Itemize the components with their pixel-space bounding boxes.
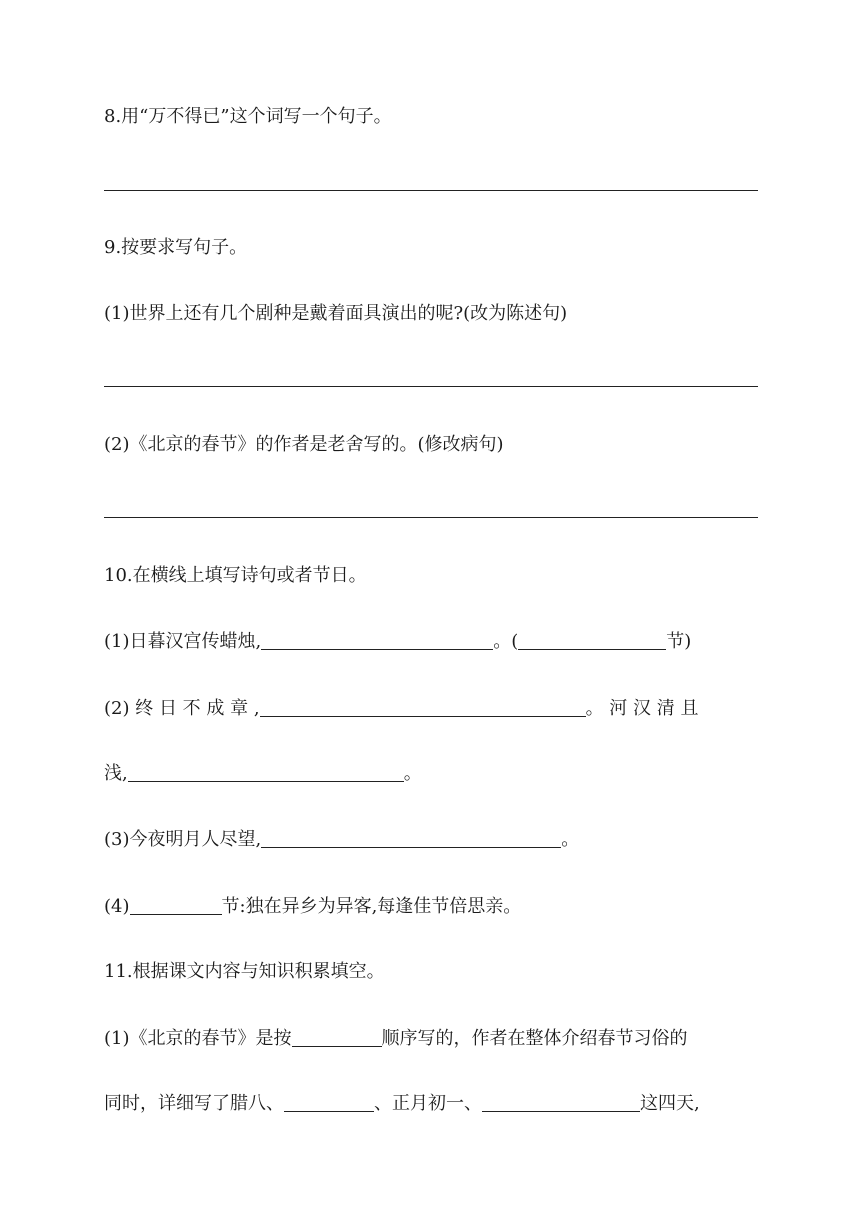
- question-10-3: [104, 828, 579, 852]
- blank-q10-1-verse[interactable]: [261, 631, 493, 650]
- blank-q10-2-verse-b[interactable]: [128, 763, 404, 782]
- q10-1-suffix: 节): [666, 631, 692, 652]
- question-9-1-text: (1)世界上还有几个剧种是戴着面具演出的呢?(改为陈述句): [104, 303, 568, 324]
- q10-2-prefix: (2) 终 日 不 成 章 ,: [104, 698, 260, 719]
- q10-2-line2-suffix: 。: [403, 763, 422, 784]
- q10-1-mid: 。(: [493, 631, 519, 652]
- q10-2-mid: 。 河 汉 清 且: [585, 698, 699, 719]
- q11-1-mid: 顺序写的，作者在整体介绍春节习俗的: [381, 1028, 688, 1049]
- q10-3-prefix: (3)今夜明月人尽望,: [104, 829, 262, 850]
- q10-4-prefix: (4): [104, 896, 130, 917]
- q11-1-line2-prefix: 同时，详细写了腊八、: [104, 1093, 284, 1114]
- answer-line-q8[interactable]: [104, 190, 758, 191]
- q10-4-suffix: 节:独在异乡为异客,每逢佳节倍思亲。: [221, 896, 522, 917]
- question-8-text: 8.用“万不得已”这个词写一个句子。: [104, 106, 392, 127]
- q10-2-line2-prefix: 浅,: [104, 763, 128, 784]
- blank-q11-1-order[interactable]: [292, 1028, 382, 1047]
- question-11-1-cont: [104, 1092, 700, 1116]
- question-10-4: [104, 895, 521, 919]
- question-10-2: [104, 697, 698, 721]
- q10-1-prefix: (1)日暮汉宫传蜡烛,: [104, 631, 262, 652]
- blank-q10-4-festival[interactable]: [130, 896, 222, 915]
- blank-q10-2-verse-a[interactable]: [260, 698, 586, 717]
- answer-line-q9-2[interactable]: [104, 517, 758, 518]
- question-11-1: [104, 1027, 688, 1051]
- question-10-2-cont: [104, 762, 422, 786]
- q11-1-line2-mid: 、正月初一、: [374, 1093, 482, 1114]
- blank-q11-1-day-b[interactable]: [482, 1093, 640, 1112]
- question-9-2-text: (2)《北京的春节》的作者是老舍写的。(修改病句): [104, 434, 504, 455]
- question-11-title: 11.根据课文内容与知识积累填空。: [104, 961, 385, 982]
- q11-1-line2-suffix: 这四天,: [640, 1093, 700, 1114]
- blank-q10-1-festival[interactable]: [518, 631, 666, 650]
- question-10-1: [104, 630, 691, 654]
- answer-line-q9-1[interactable]: [104, 386, 758, 387]
- blank-q11-1-day-a[interactable]: [284, 1093, 374, 1112]
- q10-3-suffix: 。: [561, 829, 580, 850]
- question-9-title: 9.按要求写句子。: [104, 237, 248, 258]
- blank-q10-3-verse[interactable]: [261, 829, 561, 848]
- question-10-title: 10.在横线上填写诗句或者节日。: [104, 565, 367, 586]
- q11-1-prefix: (1)《北京的春节》是按: [104, 1028, 292, 1049]
